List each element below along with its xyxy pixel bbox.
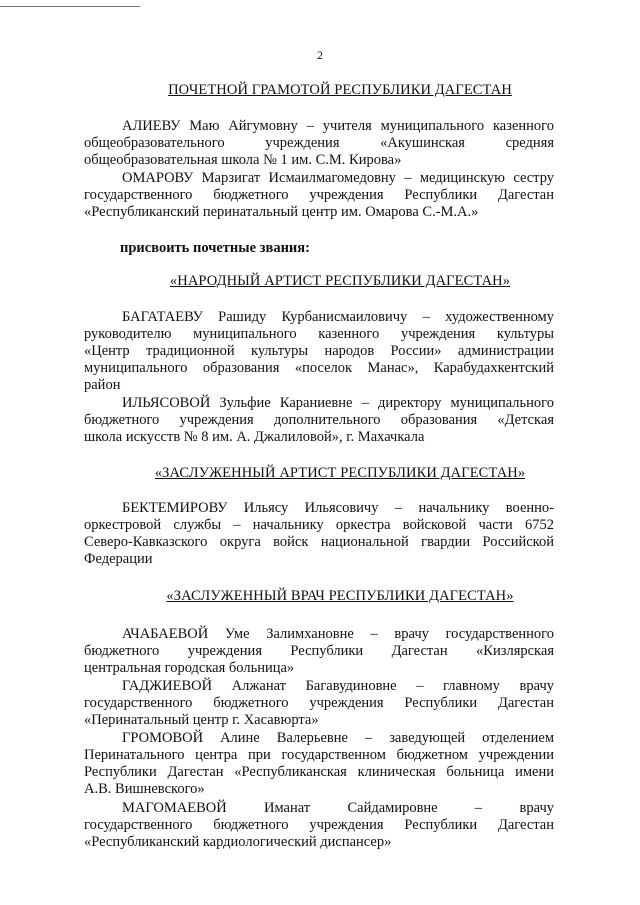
award-entry	[84, 500, 554, 568]
entry-line: бюджетного учреждения Республики Дагестан «Кизлярская	[84, 643, 554, 659]
entry-line: «Перинатальный центр г. Хасавюрта»	[84, 712, 319, 728]
entry-line: Федерации	[84, 551, 153, 567]
entry-line: АЛИЕВУ Маю Айгумовну – учителя муниципального казенного	[122, 118, 554, 134]
page-number: 2	[317, 48, 323, 62]
entry-line: ОМАРОВУ Марзигат Исмаилмагомедовну – медицинскую сестру	[122, 170, 554, 186]
entry-line: государственного бюджетного учреждения Республики Дагестан	[84, 187, 554, 203]
entry-line: ИЛЬЯСОВОЙ Зульфие Караниевне – директору муниципального	[122, 395, 554, 411]
entry-line: А.В. Вишневского»	[84, 781, 205, 797]
entry-line: оркестровой службы – начальнику оркестра войсковой части 6752	[84, 517, 554, 533]
award-entry	[84, 800, 554, 851]
entry-line: Перинатального центра при государственном бюджетном учреждении	[84, 747, 554, 763]
award-entry	[84, 395, 554, 446]
entry-line: ГАДЖИЕВОЙ Алжанат Багавудиновне – главному врачу	[122, 678, 554, 694]
entry-line: «Республиканский кардиологический диспансер»	[84, 834, 392, 850]
title-heading-zasluzhenny-artist: «ЗАСЛУЖЕННЫЙ АРТИСТ РЕСПУБЛИКИ ДАГЕСТАН»	[154, 465, 526, 481]
award-entry	[84, 170, 554, 221]
entry-line: Северо-Кавказского округа войск национальной гвардии Российской	[84, 534, 554, 550]
award-entry	[84, 309, 554, 394]
award-entry	[84, 678, 554, 729]
subheading-assign-titles: присвоить почетные звания:	[120, 240, 310, 256]
entry-line: муниципального образования «поселок Манас», Карабудахкентский	[84, 360, 554, 376]
entry-line: Республики Дагестан «Республиканская клиническая больница имени	[84, 764, 554, 780]
entry-line: государственного бюджетного учреждения Республики Дагестан	[84, 817, 554, 833]
entry-line: район	[84, 377, 121, 393]
entry-line: МАГОМАЕВОЙ Иманат Сайдамировне – врачу	[122, 800, 554, 816]
entry-line: школа искусств № 8 им. А. Джалиловой», г. Махачкала	[84, 429, 425, 445]
section-heading-gramota: ПОЧЕТНОЙ ГРАМОТОЙ РЕСПУБЛИКИ ДАГЕСТАН	[168, 82, 512, 98]
entry-line: «Республиканский перинатальный центр им. Омарова С.-М.А.»	[84, 204, 479, 220]
award-entry	[84, 730, 554, 798]
entry-line: центральная городская больница»	[84, 660, 295, 676]
entry-line: бюджетного учреждения дополнительного образования «Детская	[84, 412, 554, 428]
scan-edge-mark	[0, 6, 140, 7]
entry-line: руководителю муниципального казенного учреждения культуры	[84, 326, 554, 342]
award-entry	[84, 118, 554, 169]
entry-line: государственного бюджетного учреждения Республики Дагестан	[84, 695, 554, 711]
entry-line: общеобразовательного учреждения «Акушинская средняя	[84, 135, 554, 151]
award-entry	[84, 626, 554, 677]
entry-line: ГРОМОВОЙ Алине Валерьевне – заведующей отделением	[122, 730, 554, 746]
entry-line: БЕКТЕМИРОВУ Ильясу Ильясовичу – начальнику военно-	[122, 500, 554, 516]
title-heading-narodny-artist: «НАРОДНЫЙ АРТИСТ РЕСПУБЛИКИ ДАГЕСТАН»	[169, 273, 511, 289]
entry-line: БАГАТАЕВУ Рашиду Курбанисмаиловичу – художественному	[122, 309, 554, 325]
title-heading-zasluzhenny-vrach: «ЗАСЛУЖЕННЫЙ ВРАЧ РЕСПУБЛИКИ ДАГЕСТАН»	[166, 588, 514, 604]
entry-line: общеобразовательная школа № 1 им. С.М. Кирова»	[84, 152, 402, 168]
entry-line: «Центр традиционной культуры народов России» администрации	[84, 343, 554, 359]
entry-line: АЧАБАЕВОЙ Уме Залимхановне – врачу государственного	[122, 626, 554, 642]
